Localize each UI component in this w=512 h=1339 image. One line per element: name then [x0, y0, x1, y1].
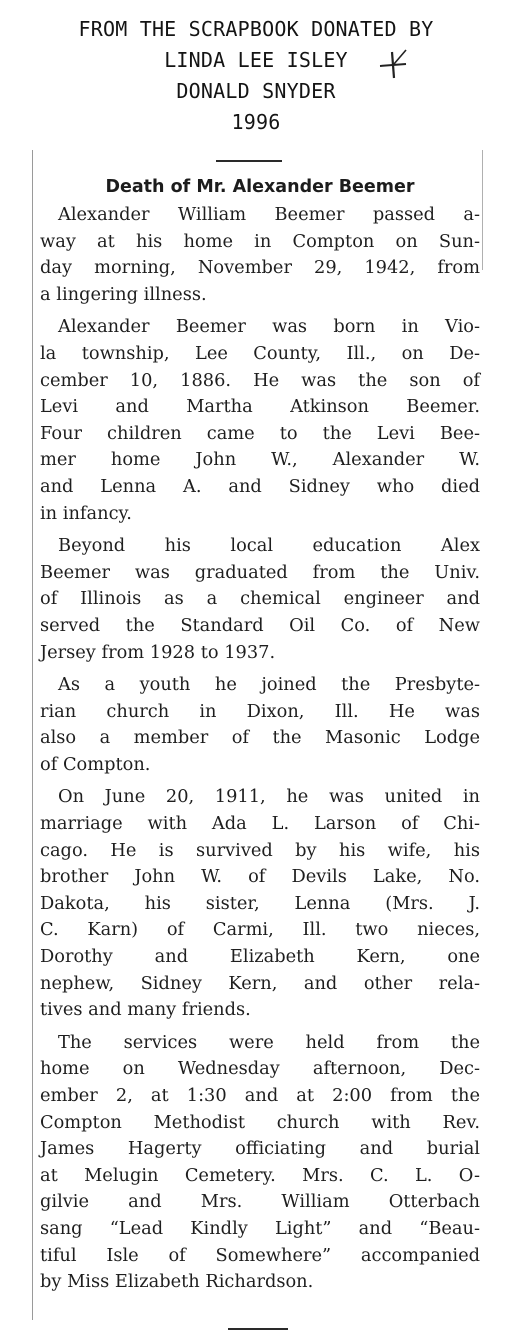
paragraph-line: Jersey from 1928 to 1937. — [40, 641, 276, 663]
paragraph-line: Dakota, his sister, Lenna (Mrs. J. — [40, 892, 480, 914]
paragraph-line: Dorothy and Elizabeth Kern, one — [40, 946, 480, 968]
paragraph-line: and Lenna A. and Sidney who died — [40, 475, 480, 497]
article-paragraph — [40, 533, 480, 666]
paragraph-line: way at his home in Compton on Sun- — [40, 230, 480, 252]
paragraph-line: a lingering illness. — [40, 283, 207, 305]
paragraph-line: of Compton. — [40, 753, 151, 775]
paragraph-line: Alexander Beemer was born in Vio- — [58, 316, 480, 338]
top-divider — [216, 160, 282, 162]
column-rule-left — [32, 150, 33, 1320]
paragraph-line: ember 2, at 1:30 and at 2:00 from the — [40, 1085, 480, 1106]
paragraph-line: Compton Methodist church with Rev. — [40, 1111, 480, 1133]
header-line: FROM THE SCRAPBOOK DONATED BY — [78, 17, 434, 41]
paragraph-line: gilvie and Mrs. William Otterbach — [40, 1191, 480, 1213]
article-paragraph — [40, 314, 480, 527]
article-paragraph — [40, 672, 480, 778]
paragraph-line: mer home John W., Alexander W. — [40, 449, 480, 471]
paragraph-line: by Miss Elizabeth Richardson. — [40, 1271, 314, 1293]
article-title: Death of Mr. Alexander Beemer — [105, 177, 415, 197]
obituary-article — [40, 174, 480, 1302]
paragraph-line: rian church in Dixon, Ill. He was — [40, 700, 480, 722]
article-body — [40, 202, 480, 1296]
header-line: LINDA LEE ISLEY — [164, 48, 348, 72]
paragraph-line: James Hagerty officiating and burial — [40, 1138, 480, 1160]
paragraph-line: sang “Lead Kindly Light” and “Beau- — [40, 1217, 480, 1239]
paragraph-line: nephew, Sidney Kern, and other rela- — [40, 972, 480, 994]
article-paragraph — [40, 784, 480, 1023]
paragraph-line: Beemer was graduated from the Univ. — [40, 561, 480, 583]
paragraph-line: tives and many friends. — [40, 999, 251, 1021]
paragraph-line: in infancy. — [40, 502, 132, 524]
header-line: 1996 — [231, 110, 281, 134]
paragraph-line: On June 20, 1911, he was united in — [58, 786, 480, 808]
paragraph-line: cago. He is survived by his wife, his — [40, 839, 480, 861]
paragraph-line: la township, Lee County, Ill., on De- — [40, 342, 480, 364]
column-rule-right — [482, 150, 483, 270]
paragraph-line: Alexander William Beemer passed a- — [58, 204, 480, 225]
paragraph-line: served the Standard Oil Co. of New — [40, 614, 480, 636]
paragraph-line: As a youth he joined the Presbyte- — [58, 674, 480, 696]
handwritten-cross-mark-icon — [372, 44, 412, 84]
paragraph-line: cember 10, 1886. He was the son of — [40, 369, 480, 391]
paragraph-line: tiful Isle of Somewhere” accompanied — [40, 1244, 480, 1266]
paragraph-line: of Illinois as a chemical engineer and — [40, 588, 480, 610]
paragraph-line: Beyond his local education Alex — [58, 535, 480, 557]
article-paragraph — [40, 1030, 480, 1296]
paragraph-line: Four children came to the Levi Bee- — [40, 422, 480, 444]
paragraph-line: at Melugin Cemetery. Mrs. C. L. O- — [40, 1164, 480, 1186]
paragraph-line: marriage with Ada L. Larson of Chi- — [40, 813, 480, 835]
paragraph-line: C. Karn) of Carmi, Ill. two nieces, — [40, 919, 480, 941]
scrapbook-header — [0, 14, 512, 138]
article-paragraph — [40, 202, 480, 308]
paragraph-line: Levi and Martha Atkinson Beemer. — [40, 396, 480, 418]
paragraph-line: brother John W. of Devils Lake, No. — [40, 866, 480, 888]
bottom-divider — [228, 1328, 288, 1330]
paragraph-line: home on Wednesday afternoon, Dec- — [40, 1058, 480, 1080]
paragraph-line: day morning, November 29, 1942, from — [40, 257, 480, 279]
paragraph-line: The services were held from the — [58, 1031, 480, 1053]
paragraph-line: also a member of the Masonic Lodge — [40, 727, 480, 749]
header-line: DONALD SNYDER — [176, 79, 336, 103]
